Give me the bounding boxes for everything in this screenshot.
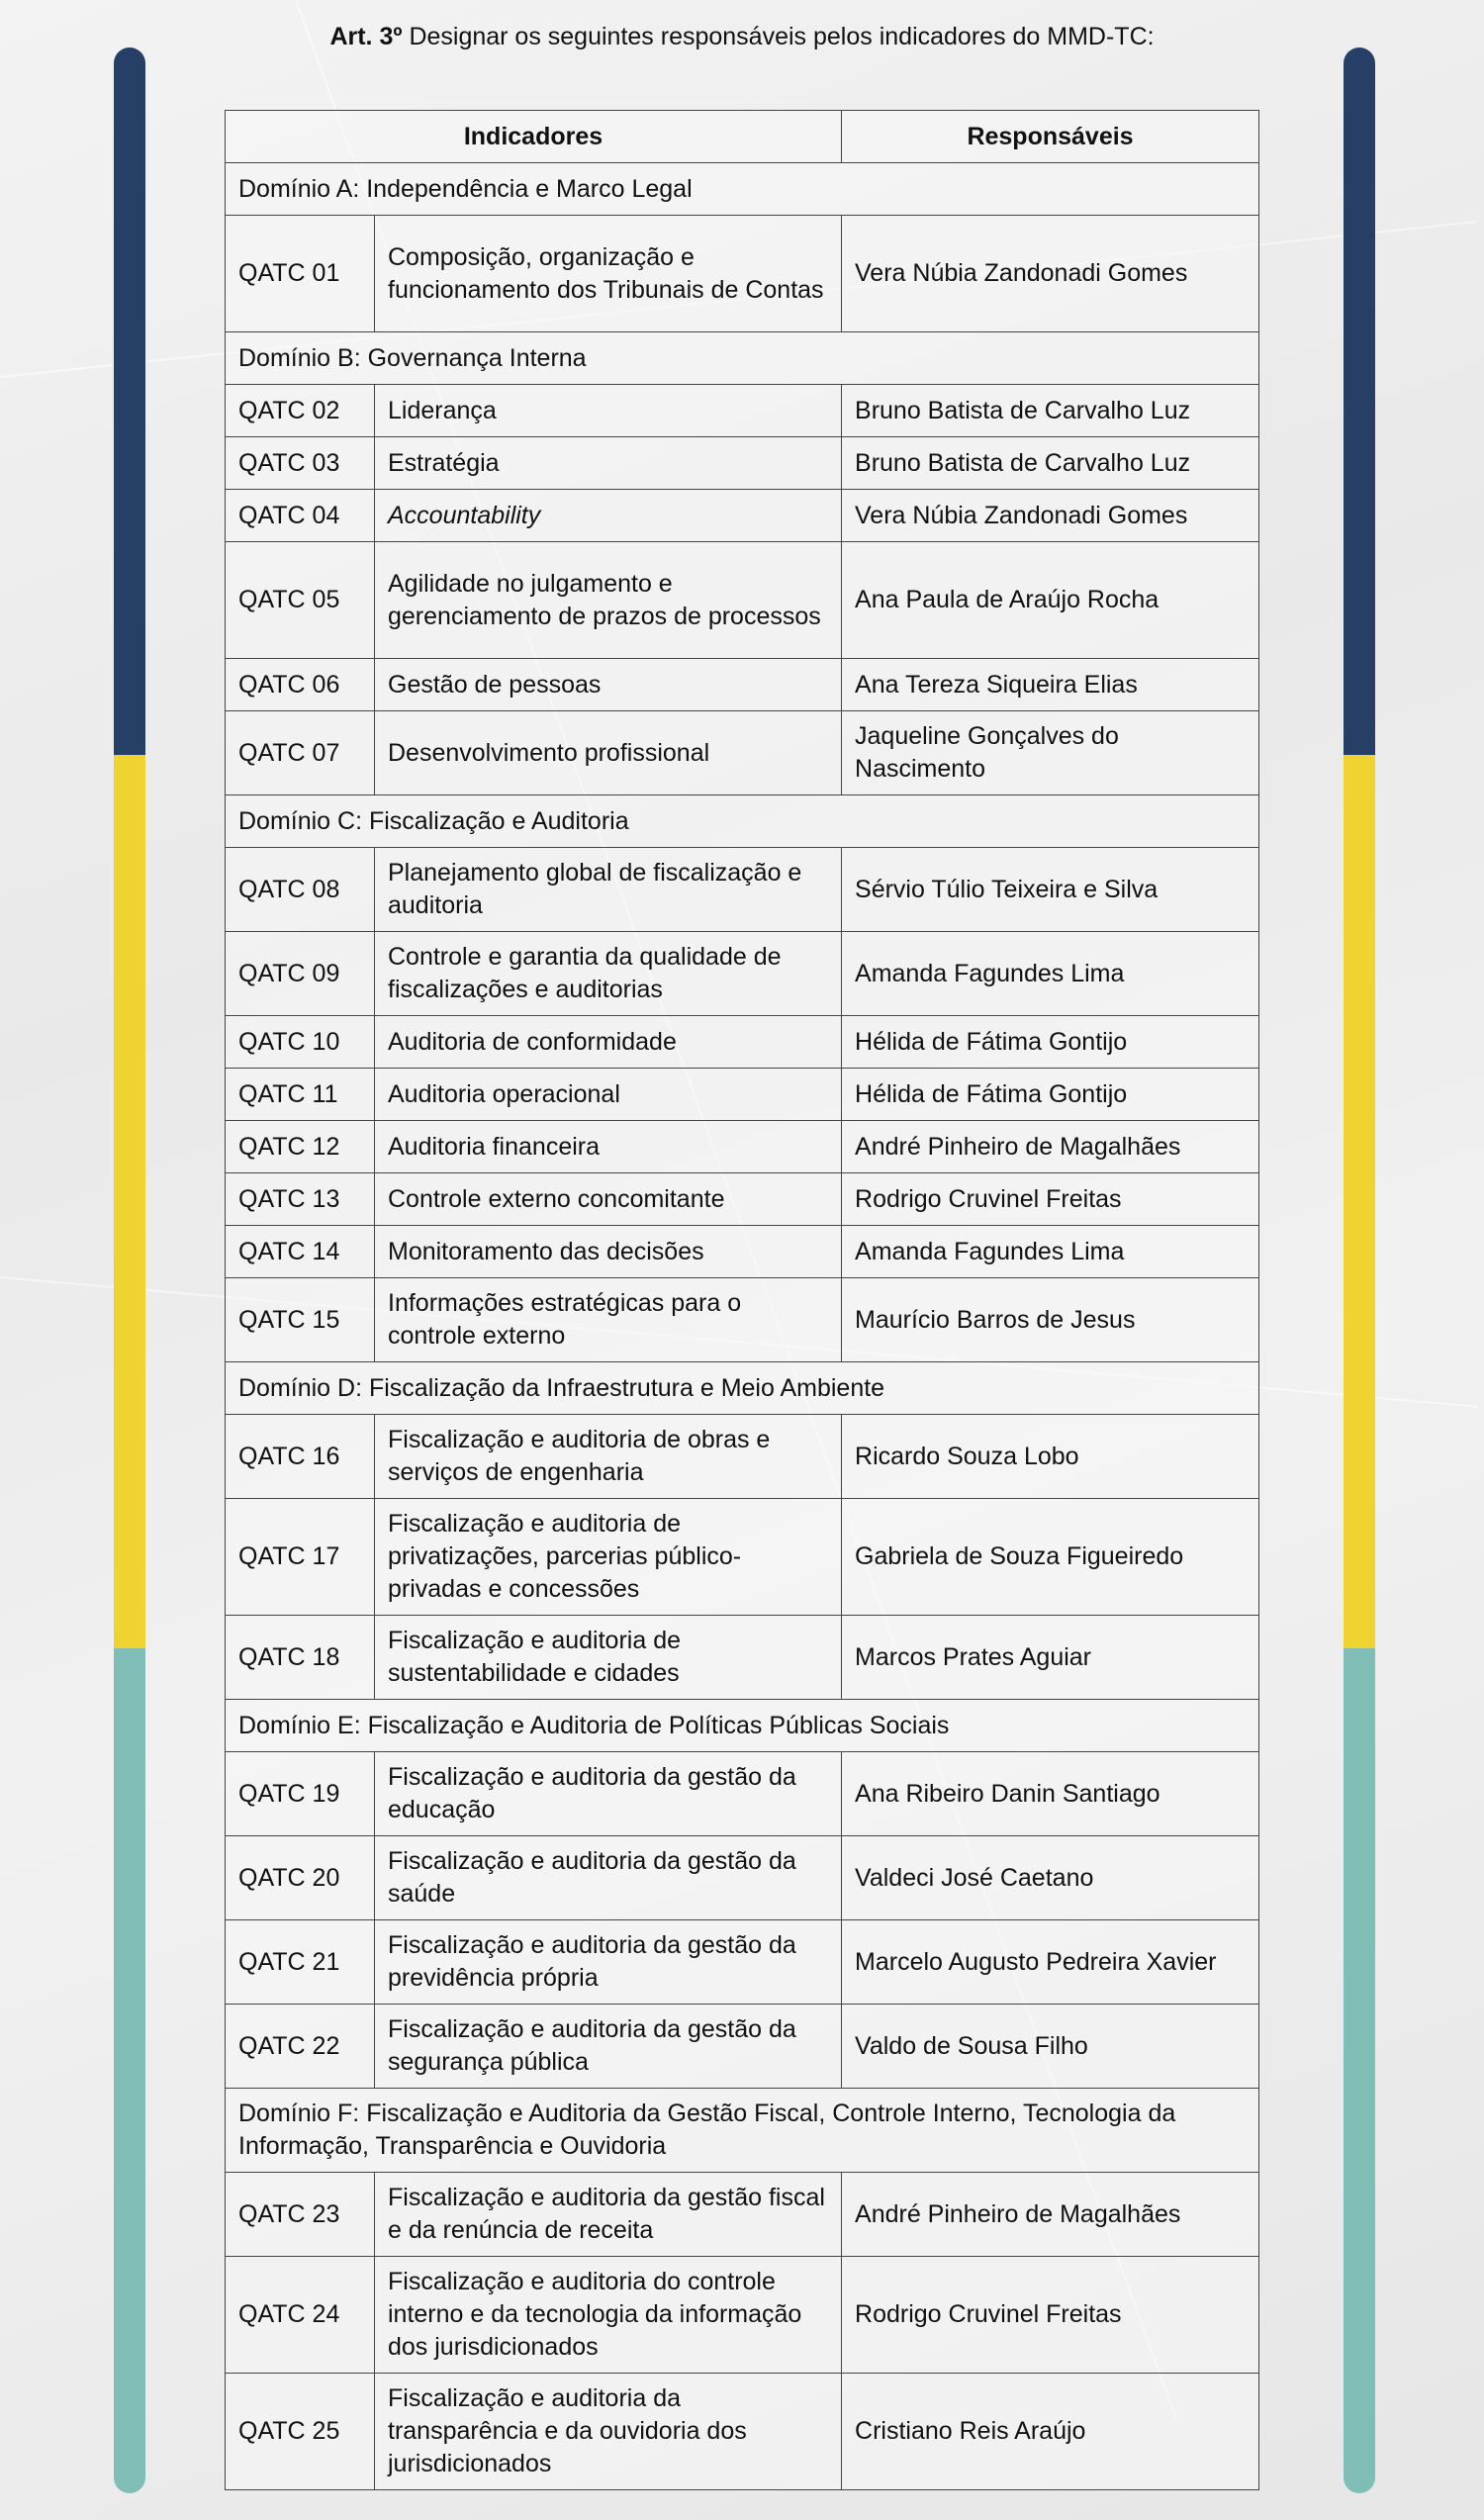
indicator-name: Fiscalização e auditoria da gestão fiscal e da renúncia de receita xyxy=(375,2173,842,2257)
responsible-name: Ana Tereza Siqueira Elias xyxy=(842,659,1259,711)
table-row xyxy=(226,932,1259,1016)
table-row xyxy=(226,490,1259,542)
table-row xyxy=(226,1069,1259,1121)
article-text: Designar os seguintes responsáveis pelos indicadores do MMD-TC: xyxy=(409,23,1155,50)
responsible-name: Vera Núbia Zandonadi Gomes xyxy=(842,216,1259,332)
responsible-name: Marcos Prates Aguiar xyxy=(842,1616,1259,1700)
responsible-name: Amanda Fagundes Lima xyxy=(842,932,1259,1016)
domain-row xyxy=(226,2089,1259,2173)
responsible-name: Ana Ribeiro Danin Santiago xyxy=(842,1752,1259,1836)
table-row xyxy=(226,711,1259,795)
indicator-name: Auditoria financeira xyxy=(375,1121,842,1173)
domain-title: Domínio E: Fiscalização e Auditoria de Políticas Públicas Sociais xyxy=(226,1700,1259,1752)
indicators-table xyxy=(225,110,1259,2490)
header-indicadores: Indicadores xyxy=(226,111,842,163)
indicator-name: Fiscalização e auditoria da transparência e da ouvidoria dos jurisdicionados xyxy=(375,2374,842,2490)
domain-title: Domínio B: Governança Interna xyxy=(226,332,1259,385)
indicator-code: QATC 13 xyxy=(226,1173,375,1226)
indicator-name: Desenvolvimento profissional xyxy=(375,711,842,795)
indicator-name: Gestão de pessoas xyxy=(375,659,842,711)
indicator-name xyxy=(375,490,842,542)
indicator-name: Controle externo concomitante xyxy=(375,1173,842,1226)
indicator-code: QATC 03 xyxy=(226,437,375,490)
domain-title: Domínio D: Fiscalização da Infraestrutura e Meio Ambiente xyxy=(226,1362,1259,1415)
responsible-name: Cristiano Reis Araújo xyxy=(842,2374,1259,2490)
table-row xyxy=(226,2257,1259,2374)
domain-title: Domínio A: Independência e Marco Legal xyxy=(226,163,1259,216)
responsible-name: André Pinheiro de Magalhães xyxy=(842,1121,1259,1173)
responsible-name: Valdo de Sousa Filho xyxy=(842,2005,1259,2089)
table-row xyxy=(226,542,1259,659)
table-row xyxy=(226,1920,1259,2005)
stripe-yellow-segment xyxy=(1344,755,1375,1648)
table-row xyxy=(226,1226,1259,1278)
responsible-name: Rodrigo Cruvinel Freitas xyxy=(842,2257,1259,2374)
domain-row xyxy=(226,1362,1259,1415)
responsible-name: Maurício Barros de Jesus xyxy=(842,1278,1259,1362)
table-row xyxy=(226,848,1259,932)
indicator-code: QATC 09 xyxy=(226,932,375,1016)
indicator-name: Auditoria de conformidade xyxy=(375,1016,842,1069)
indicator-name: Fiscalização e auditoria da gestão da previdência própria xyxy=(375,1920,842,2005)
indicator-name: Planejamento global de fiscalização e auditoria xyxy=(375,848,842,932)
indicator-code: QATC 18 xyxy=(226,1616,375,1700)
table-row xyxy=(226,1499,1259,1616)
indicator-code: QATC 07 xyxy=(226,711,375,795)
indicator-name: Estratégia xyxy=(375,437,842,490)
table-row xyxy=(226,659,1259,711)
domain-row xyxy=(226,795,1259,848)
table-row xyxy=(226,1415,1259,1499)
indicator-name: Fiscalização e auditoria da gestão da segurança pública xyxy=(375,2005,842,2089)
table-row xyxy=(226,437,1259,490)
responsible-name: André Pinheiro de Magalhães xyxy=(842,2173,1259,2257)
indicator-code: QATC 05 xyxy=(226,542,375,659)
table-row xyxy=(226,1278,1259,1362)
indicator-name: Fiscalização e auditoria do controle interno e da tecnologia da informação dos jurisdicionados xyxy=(375,2257,842,2374)
responsible-name: Bruno Batista de Carvalho Luz xyxy=(842,385,1259,437)
responsible-name: Hélida de Fátima Gontijo xyxy=(842,1016,1259,1069)
indicator-code: QATC 08 xyxy=(226,848,375,932)
indicator-code: QATC 21 xyxy=(226,1920,375,2005)
stripe-navy-segment xyxy=(114,47,145,755)
responsible-name: Valdeci José Caetano xyxy=(842,1836,1259,1920)
indicator-name: Informações estratégicas para o controle externo xyxy=(375,1278,842,1362)
domain-row xyxy=(226,1700,1259,1752)
indicator-code: QATC 06 xyxy=(226,659,375,711)
indicator-code: QATC 19 xyxy=(226,1752,375,1836)
indicator-name: Fiscalização e auditoria de privatizações, parcerias público-privadas e concessões xyxy=(375,1499,842,1616)
indicator-name-italic: Accountability xyxy=(388,501,541,529)
table-row xyxy=(226,1173,1259,1226)
domain-row xyxy=(226,163,1259,216)
indicator-code: QATC 16 xyxy=(226,1415,375,1499)
responsible-name: Rodrigo Cruvinel Freitas xyxy=(842,1173,1259,1226)
table-row xyxy=(226,385,1259,437)
responsible-name: Vera Núbia Zandonadi Gomes xyxy=(842,490,1259,542)
domain-title: Domínio C: Fiscalização e Auditoria xyxy=(226,795,1259,848)
indicator-name: Composição, organização e funcionamento dos Tribunais de Contas xyxy=(375,216,842,332)
indicator-name: Auditoria operacional xyxy=(375,1069,842,1121)
table-row xyxy=(226,2173,1259,2257)
table-row xyxy=(226,2005,1259,2089)
right-color-stripe xyxy=(1344,47,1375,2493)
table-row xyxy=(226,1016,1259,1069)
indicator-code: QATC 20 xyxy=(226,1836,375,1920)
indicator-name: Fiscalização e auditoria da gestão da educação xyxy=(375,1752,842,1836)
table-row xyxy=(226,1752,1259,1836)
indicator-name: Fiscalização e auditoria de sustentabilidade e cidades xyxy=(375,1616,842,1700)
stripe-teal-segment xyxy=(1344,1648,1375,2493)
responsible-name: Amanda Fagundes Lima xyxy=(842,1226,1259,1278)
indicator-code: QATC 22 xyxy=(226,2005,375,2089)
indicator-code: QATC 24 xyxy=(226,2257,375,2374)
responsible-name: Ricardo Souza Lobo xyxy=(842,1415,1259,1499)
indicator-code: QATC 11 xyxy=(226,1069,375,1121)
responsible-name: Marcelo Augusto Pedreira Xavier xyxy=(842,1920,1259,2005)
responsible-name: Ana Paula de Araújo Rocha xyxy=(842,542,1259,659)
article-heading xyxy=(0,22,1484,51)
indicator-name: Agilidade no julgamento e gerenciamento de prazos de processos xyxy=(375,542,842,659)
indicator-name: Fiscalização e auditoria da gestão da saúde xyxy=(375,1836,842,1920)
indicator-code: QATC 01 xyxy=(226,216,375,332)
stripe-navy-segment xyxy=(1344,47,1375,755)
article-number: Art. 3º xyxy=(329,23,403,50)
indicator-code: QATC 04 xyxy=(226,490,375,542)
responsible-name: Hélida de Fátima Gontijo xyxy=(842,1069,1259,1121)
table-row xyxy=(226,2374,1259,2490)
indicator-code: QATC 02 xyxy=(226,385,375,437)
table-header-row xyxy=(226,111,1259,163)
responsible-name: Bruno Batista de Carvalho Luz xyxy=(842,437,1259,490)
responsible-name: Jaqueline Gonçalves do Nascimento xyxy=(842,711,1259,795)
stripe-yellow-segment xyxy=(114,755,145,1648)
domain-row xyxy=(226,332,1259,385)
responsible-name: Sérvio Túlio Teixeira e Silva xyxy=(842,848,1259,932)
table-row xyxy=(226,216,1259,332)
stripe-teal-segment xyxy=(114,1648,145,2493)
domain-title: Domínio F: Fiscalização e Auditoria da Gestão Fiscal, Controle Interno, Tecnologia da Informação, Transparência e Ouvidoria xyxy=(226,2089,1259,2173)
indicator-name: Monitoramento das decisões xyxy=(375,1226,842,1278)
indicator-name: Fiscalização e auditoria de obras e serviços de engenharia xyxy=(375,1415,842,1499)
table-row xyxy=(226,1616,1259,1700)
indicator-code: QATC 10 xyxy=(226,1016,375,1069)
table-row xyxy=(226,1836,1259,1920)
indicator-code: QATC 25 xyxy=(226,2374,375,2490)
indicator-name: Controle e garantia da qualidade de fiscalizações e auditorias xyxy=(375,932,842,1016)
indicator-code: QATC 14 xyxy=(226,1226,375,1278)
table-row xyxy=(226,1121,1259,1173)
indicator-code: QATC 17 xyxy=(226,1499,375,1616)
indicator-code: QATC 15 xyxy=(226,1278,375,1362)
header-responsaveis: Responsáveis xyxy=(842,111,1259,163)
left-color-stripe xyxy=(114,47,145,2493)
indicator-code: QATC 12 xyxy=(226,1121,375,1173)
responsible-name: Gabriela de Souza Figueiredo xyxy=(842,1499,1259,1616)
indicator-code: QATC 23 xyxy=(226,2173,375,2257)
indicator-name: Liderança xyxy=(375,385,842,437)
